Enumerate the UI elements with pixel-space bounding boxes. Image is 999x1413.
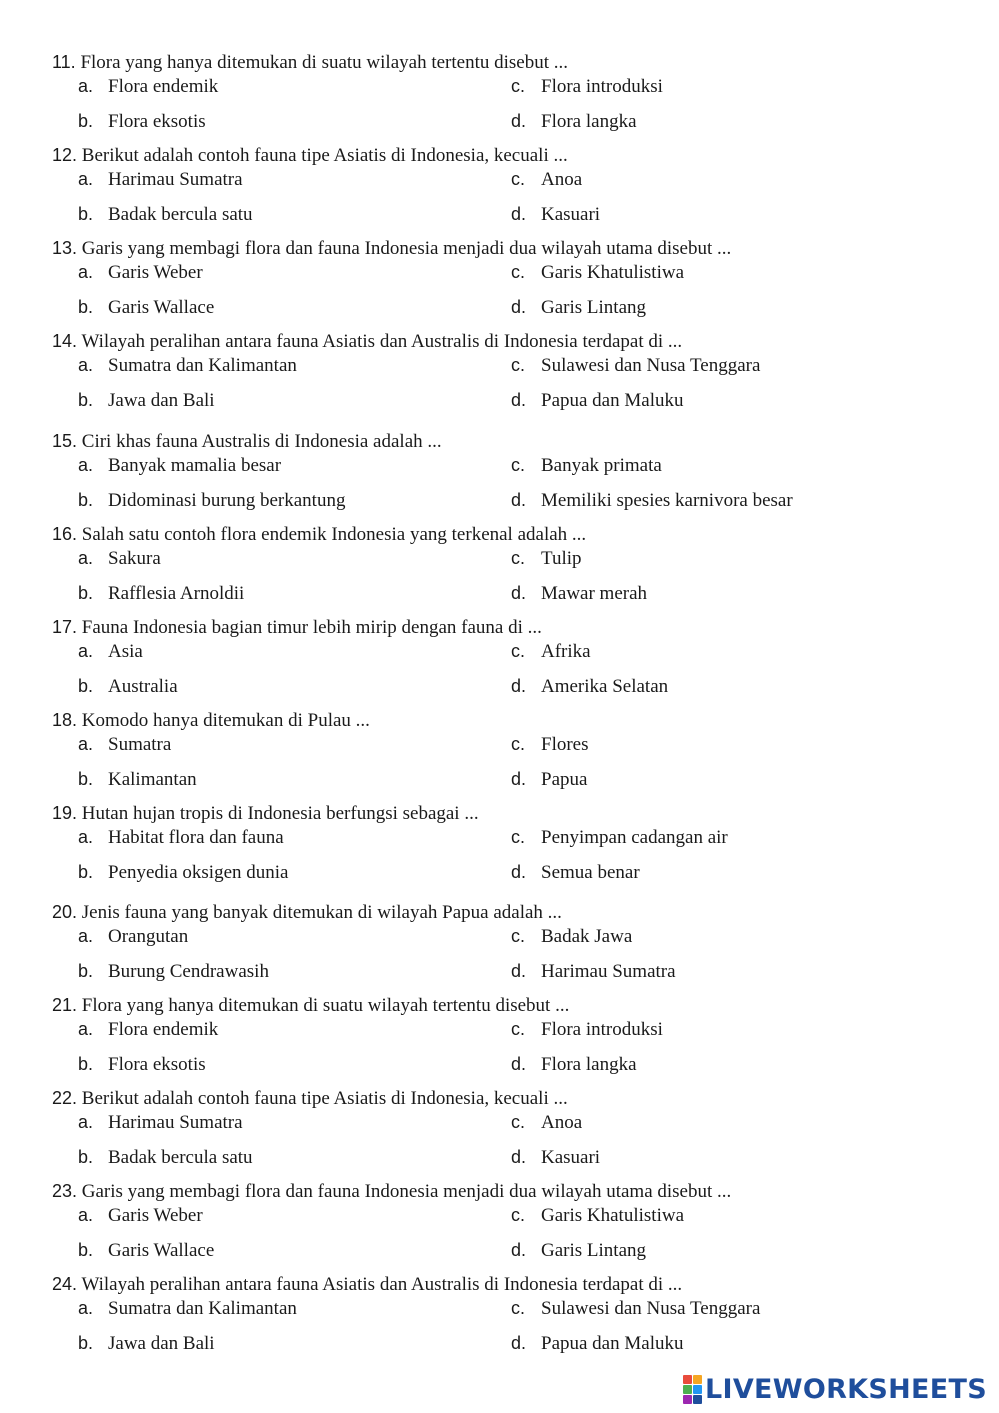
option-a[interactable] [78,260,203,284]
question-text: Fauna Indonesia bagian timur lebih mirip dengan fauna di ... [81,617,542,638]
option-c[interactable] [511,825,728,849]
question-14 [52,329,952,413]
option-letter: c. [511,1112,526,1132]
question-text: Ciri khas fauna Australis di Indonesia adalah ... [81,431,442,452]
option-letter: d. [511,1147,527,1167]
option-text: Habitat flora dan fauna [108,827,284,848]
question-text: Berikut adalah contoh fauna tipe Asiatis di Indonesia, kecuali ... [81,1088,568,1109]
option-b[interactable] [78,388,215,412]
option-c[interactable] [511,732,589,756]
option-a[interactable] [78,639,143,663]
option-letter: d. [511,111,527,131]
option-letter: a. [78,455,94,475]
option-c[interactable] [511,167,582,191]
option-d[interactable] [511,1145,600,1169]
option-letter: c. [511,262,526,282]
question-stem [52,1086,952,1110]
question-number: 14. [52,331,78,351]
option-text: Memiliki spesies karnivora besar [541,490,793,511]
question-stem [52,900,952,924]
question-number: 23. [52,1181,78,1201]
question-number: 18. [52,710,78,730]
question-stem [52,143,952,167]
question-number: 15. [52,431,78,451]
option-letter: a. [78,1112,94,1132]
option-text: Garis Weber [108,1205,203,1226]
option-d[interactable] [511,488,793,512]
question-19 [52,801,952,885]
option-letter: c. [511,1205,526,1225]
option-text: Australia [108,676,178,697]
option-letter: d. [511,1054,527,1074]
logo-cell [693,1385,702,1394]
option-letter: d. [511,961,527,981]
option-letter: a. [78,262,94,282]
logo-cell [683,1375,692,1384]
liveworksheets-logo-icon [683,1375,702,1404]
option-letter: b. [78,490,94,510]
option-text: Badak Jawa [541,926,633,947]
option-a[interactable] [78,924,188,948]
question-text: Garis yang membagi flora dan fauna Indonesia menjadi dua wilayah utama disebut ... [81,238,732,259]
option-text: Anoa [541,1112,583,1133]
option-text: Flora eksotis [108,1054,206,1075]
question-number: 12. [52,145,78,165]
option-letter: b. [78,111,94,131]
option-letter: c. [511,734,526,754]
option-d[interactable] [511,295,646,319]
option-text: Asia [108,641,143,662]
option-letter: b. [78,204,94,224]
option-text: Papua dan Maluku [541,390,684,411]
option-d[interactable] [511,581,647,605]
option-text: Rafflesia Arnoldii [108,583,245,604]
option-a[interactable] [78,1296,297,1320]
option-letter: d. [511,297,527,317]
option-text: Flora eksotis [108,111,206,132]
option-text: Semua benar [541,862,640,883]
question-text: Hutan hujan tropis di Indonesia berfungsi sebagai ... [81,803,479,824]
option-text: Sulawesi dan Nusa Tenggara [541,1298,761,1319]
option-letter: a. [78,76,94,96]
option-letter: b. [78,583,94,603]
option-letter: d. [511,862,527,882]
option-text: Orangutan [108,926,189,947]
question-11 [52,50,952,134]
question-text: Jenis fauna yang banyak ditemukan di wilayah Papua adalah ... [81,902,562,923]
option-a[interactable] [78,825,284,849]
option-text: Badak bercula satu [108,204,253,225]
option-text: Jawa dan Bali [108,1333,215,1354]
option-b[interactable] [78,1145,253,1169]
option-b[interactable] [78,295,214,319]
option-text: Kasuari [541,204,601,225]
option-b[interactable] [78,109,206,133]
option-letter: b. [78,297,94,317]
option-letter: a. [78,926,94,946]
option-a[interactable] [78,1110,243,1134]
option-text: Flora langka [541,1054,637,1075]
option-letter: a. [78,1019,94,1039]
option-a[interactable] [78,353,297,377]
option-text: Penyedia oksigen dunia [108,862,289,883]
option-b[interactable] [78,1331,215,1355]
option-text: Garis Khatulistiwa [541,262,685,283]
option-letter: a. [78,548,94,568]
option-letter: c. [511,455,526,475]
option-letter: b. [78,1333,94,1353]
option-text: Afrika [541,641,591,662]
option-letter: b. [78,862,94,882]
question-text: Salah satu contoh flora endemik Indonesia yang terkenal adalah ... [81,524,587,545]
question-stem [52,801,952,825]
option-letter: a. [78,1205,94,1225]
option-text: Sumatra dan Kalimantan [108,1298,297,1319]
option-c[interactable] [511,1296,760,1320]
question-number: 21. [52,995,78,1015]
option-text: Garis Khatulistiwa [541,1205,685,1226]
option-c[interactable] [511,639,591,663]
question-stem [52,329,952,353]
option-text: Flora introduksi [541,1019,663,1040]
option-letter: c. [511,1298,526,1318]
question-16 [52,522,952,606]
option-letter: a. [78,641,94,661]
option-letter: c. [511,926,526,946]
option-d[interactable] [511,674,668,698]
option-c[interactable] [511,453,662,477]
option-letter: d. [511,769,527,789]
question-stem [52,708,952,732]
option-a[interactable] [78,1203,203,1227]
option-text: Garis Lintang [541,1240,647,1261]
option-d[interactable] [511,1052,637,1076]
question-stem [52,50,952,74]
logo-cell [683,1395,692,1404]
option-a[interactable] [78,74,218,98]
option-d[interactable] [511,860,640,884]
option-letter: d. [511,1240,527,1260]
question-stem [52,429,952,453]
option-d[interactable] [511,959,676,983]
brand-name: LIVEWORKSHEETS [704,1373,987,1405]
question-stem [52,1272,952,1296]
option-d[interactable] [511,109,637,133]
option-letter: c. [511,169,526,189]
question-text: Komodo hanya ditemukan di Pulau ... [81,710,370,731]
option-c[interactable] [511,1110,582,1134]
option-text: Flora introduksi [541,76,663,97]
option-letter: d. [511,1333,527,1353]
question-text: Wilayah peralihan antara fauna Asiatis dan Australis di Indonesia terdapat di ... [81,331,683,352]
question-20 [52,900,952,984]
option-text: Sulawesi dan Nusa Tenggara [541,355,761,376]
option-d[interactable] [511,1238,646,1262]
question-number: 11. [52,52,76,72]
option-d[interactable] [511,1331,683,1355]
option-c[interactable] [511,1017,663,1041]
option-text: Badak bercula satu [108,1147,253,1168]
question-text: Garis yang membagi flora dan fauna Indonesia menjadi dua wilayah utama disebut ... [81,1181,732,1202]
option-text: Harimau Sumatra [541,961,676,982]
option-text: Tulip [541,548,582,569]
option-text: Kalimantan [108,769,197,790]
question-number: 20. [52,902,78,922]
option-a[interactable] [78,1017,218,1041]
option-text: Papua [541,769,588,790]
question-number: 17. [52,617,78,637]
option-text: Mawar merah [541,583,648,604]
option-letter: a. [78,169,94,189]
option-d[interactable] [511,202,600,226]
option-letter: a. [78,827,94,847]
option-text: Papua dan Maluku [541,1333,684,1354]
question-number: 22. [52,1088,78,1108]
option-b[interactable] [78,202,253,226]
option-letter: c. [511,1019,526,1039]
option-letter: a. [78,1298,94,1318]
question-text: Wilayah peralihan antara fauna Asiatis dan Australis di Indonesia terdapat di ... [81,1274,683,1295]
option-letter: b. [78,769,94,789]
logo-cell [693,1375,702,1384]
question-number: 16. [52,524,78,544]
option-b[interactable] [78,860,288,884]
question-12 [52,143,952,227]
option-text: Anoa [541,169,583,190]
option-text: Flora langka [541,111,637,132]
option-text: Kasuari [541,1147,601,1168]
option-d[interactable] [511,388,683,412]
option-letter: d. [511,390,527,410]
option-letter: c. [511,641,526,661]
question-number: 24. [52,1274,78,1294]
question-text: Flora yang hanya ditemukan di suatu wilayah tertentu disebut ... [80,52,568,73]
question-stem [52,522,952,546]
option-letter: a. [78,355,94,375]
option-b[interactable] [78,1238,214,1262]
option-letter: d. [511,676,527,696]
option-c[interactable] [511,546,582,570]
question-number: 13. [52,238,78,258]
option-text: Sumatra dan Kalimantan [108,355,297,376]
option-text: Flores [541,734,589,755]
option-letter: c. [511,355,526,375]
option-c[interactable] [511,74,663,98]
option-b[interactable] [78,488,345,512]
option-letter: c. [511,827,526,847]
option-letter: d. [511,490,527,510]
option-letter: d. [511,204,527,224]
option-text: Harimau Sumatra [108,1112,243,1133]
option-d[interactable] [511,767,587,791]
option-c[interactable] [511,1203,684,1227]
option-letter: a. [78,734,94,754]
option-text: Jawa dan Bali [108,390,215,411]
option-text: Garis Weber [108,262,203,283]
option-text: Banyak primata [541,455,662,476]
logo-cell [683,1385,692,1394]
option-text: Harimau Sumatra [108,169,243,190]
option-letter: b. [78,1147,94,1167]
question-13 [52,236,952,320]
option-letter: c. [511,548,526,568]
option-text: Amerika Selatan [541,676,669,697]
liveworksheets-brand[interactable] [683,1372,987,1406]
option-a[interactable] [78,546,161,570]
question-23 [52,1179,952,1263]
option-letter: b. [78,1240,94,1260]
option-a[interactable] [78,167,243,191]
question-stem [52,615,952,639]
question-number: 19. [52,803,78,823]
option-c[interactable] [511,260,684,284]
option-letter: b. [78,676,94,696]
question-17 [52,615,952,699]
option-text: Flora endemik [108,1019,219,1040]
question-24 [52,1272,952,1356]
option-text: Flora endemik [108,76,219,97]
option-c[interactable] [511,353,760,377]
option-text: Didominasi burung berkantung [108,490,346,511]
option-text: Penyimpan cadangan air [541,827,728,848]
option-text: Burung Cendrawasih [108,961,269,982]
question-stem [52,236,952,260]
question-18 [52,708,952,792]
option-text: Garis Wallace [108,1240,215,1261]
question-15 [52,429,952,513]
option-letter: b. [78,390,94,410]
option-text: Banyak mamalia besar [108,455,282,476]
option-text: Garis Lintang [541,297,647,318]
option-b[interactable] [78,959,269,983]
question-22 [52,1086,952,1170]
question-stem [52,993,952,1017]
option-text: Sakura [108,548,161,569]
option-letter: b. [78,1054,94,1074]
option-b[interactable] [78,767,197,791]
logo-cell [693,1395,702,1404]
option-a[interactable] [78,453,281,477]
option-text: Garis Wallace [108,297,215,318]
question-text: Flora yang hanya ditemukan di suatu wilayah tertentu disebut ... [81,995,570,1016]
option-b[interactable] [78,674,178,698]
option-text: Sumatra [108,734,172,755]
option-letter: d. [511,583,527,603]
question-text: Berikut adalah contoh fauna tipe Asiatis di Indonesia, kecuali ... [81,145,568,166]
option-letter: c. [511,76,526,96]
option-letter: b. [78,961,94,981]
option-c[interactable] [511,924,632,948]
option-b[interactable] [78,1052,206,1076]
question-21 [52,993,952,1077]
option-a[interactable] [78,732,171,756]
option-b[interactable] [78,581,244,605]
question-stem [52,1179,952,1203]
